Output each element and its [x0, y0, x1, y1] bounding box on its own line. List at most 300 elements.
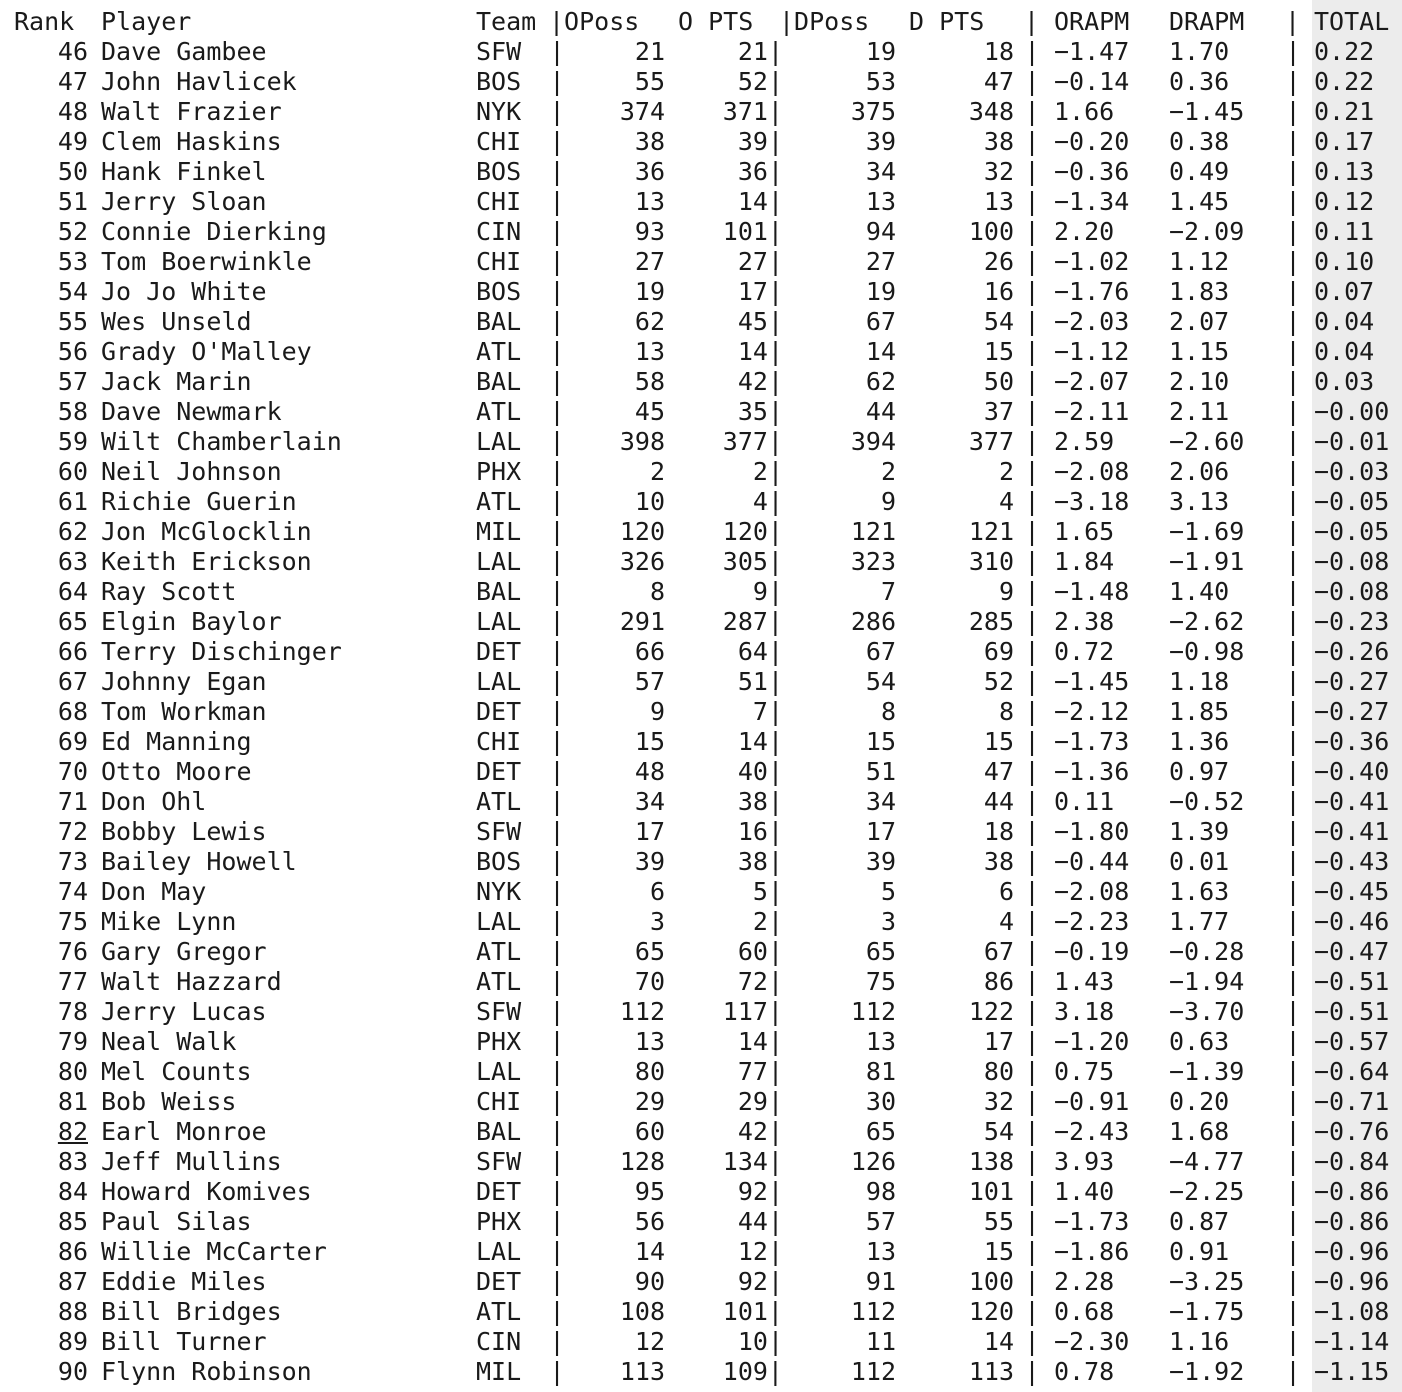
total-cell: −0.64: [1314, 1057, 1390, 1086]
opts-cell: 14|: [737, 727, 783, 756]
team-cell: BOS: [476, 847, 522, 876]
column-separator: |: [1285, 847, 1301, 876]
table-row: [0, 727, 1402, 757]
player-name-cell: Walt Frazier: [101, 97, 282, 126]
oposs-cell: 80: [634, 1057, 665, 1086]
team-cell: LAL: [476, 607, 522, 636]
column-separator: |: [549, 637, 565, 666]
column-separator: |: [1024, 1027, 1040, 1056]
orapm-cell: 0.11: [1054, 787, 1115, 816]
table-row: [0, 1087, 1402, 1117]
column-separator: |: [1024, 787, 1040, 816]
rank-cell: 66: [57, 637, 88, 666]
dposs-cell: 11: [865, 1327, 896, 1356]
player-name-cell: Jeff Mullins: [101, 1147, 282, 1176]
oposs-cell: 45: [634, 397, 665, 426]
dposs-cell: 34: [865, 157, 896, 186]
column-separator: |: [549, 67, 565, 96]
drapm-cell: −1.69: [1169, 517, 1245, 546]
team-cell: CHI: [476, 247, 522, 276]
team-cell: BAL: [476, 367, 522, 396]
drapm-cell: 1.70: [1169, 37, 1230, 66]
oposs-cell: 3: [649, 907, 665, 936]
drapm-cell: 2.10: [1169, 367, 1230, 396]
player-name-cell: Tom Boerwinkle: [101, 247, 312, 276]
opts-cell: 36|: [737, 157, 783, 186]
column-separator: |: [1285, 427, 1301, 456]
dpts-cell: 121: [968, 517, 1014, 546]
team-cell: LAL: [476, 1237, 522, 1266]
header-total: TOTAL: [1314, 7, 1390, 36]
orapm-cell: −1.73: [1054, 727, 1130, 756]
header-oposs: |OPoss: [549, 7, 640, 36]
rank-cell: 52: [57, 217, 88, 246]
column-separator: |: [1285, 997, 1301, 1026]
column-separator: |: [1285, 1357, 1301, 1386]
column-separator: |: [1024, 187, 1040, 216]
total-cell: −0.00: [1314, 397, 1390, 426]
opts-cell: 134|: [722, 1147, 783, 1176]
orapm-cell: −2.11: [1054, 397, 1130, 426]
dposs-cell: 14: [865, 337, 896, 366]
dpts-cell: 32: [983, 1087, 1014, 1116]
column-separator: |: [1024, 1207, 1040, 1236]
oposs-cell: 57: [634, 667, 665, 696]
dposs-cell: 94: [865, 217, 896, 246]
dpts-cell: 13: [983, 187, 1014, 216]
column-separator: |: [1024, 1177, 1040, 1206]
dpts-cell: 9: [998, 577, 1014, 606]
total-cell: −0.86: [1314, 1207, 1390, 1236]
dpts-cell: 67: [983, 937, 1014, 966]
orapm-cell: −1.45: [1054, 667, 1130, 696]
total-cell: 0.13: [1314, 157, 1375, 186]
orapm-cell: 1.40: [1054, 1177, 1115, 1206]
dposs-cell: 98: [865, 1177, 896, 1206]
drapm-cell: 1.85: [1169, 697, 1230, 726]
dpts-cell: 310: [968, 547, 1014, 576]
column-separator: |: [1024, 337, 1040, 366]
table-row: [0, 967, 1402, 997]
team-cell: NYK: [476, 97, 522, 126]
column-separator: |: [1285, 307, 1301, 336]
column-separator: |: [1024, 1057, 1040, 1086]
column-separator: |: [549, 667, 565, 696]
drapm-cell: −0.52: [1169, 787, 1245, 816]
drapm-cell: −0.98: [1169, 637, 1245, 666]
column-separator: |: [1024, 277, 1040, 306]
column-separator: |: [549, 847, 565, 876]
rank-cell: 53: [57, 247, 88, 276]
header-dposs: |DPoss: [779, 7, 870, 36]
header-dpts: D PTS: [909, 7, 985, 36]
orapm-cell: −0.19: [1054, 937, 1130, 966]
table-row: [0, 487, 1402, 517]
dposs-cell: 65: [865, 937, 896, 966]
opts-cell: 117|: [722, 997, 783, 1026]
player-name-cell: Bill Bridges: [101, 1297, 282, 1326]
drapm-cell: 2.11: [1169, 397, 1230, 426]
drapm-cell: 0.87: [1169, 1207, 1230, 1236]
oposs-cell: 6: [649, 877, 665, 906]
table-row: [0, 997, 1402, 1027]
table-row: [0, 1357, 1402, 1387]
rank-cell: 78: [57, 997, 88, 1026]
column-separator: |: [1024, 1327, 1040, 1356]
opts-cell: 38|: [737, 787, 783, 816]
dpts-cell: 18: [983, 37, 1014, 66]
column-separator: |: [1024, 967, 1040, 996]
dpts-cell: 15: [983, 1237, 1014, 1266]
dposs-cell: 323: [850, 547, 896, 576]
dposs-cell: 65: [865, 1117, 896, 1146]
drapm-cell: 3.13: [1169, 487, 1230, 516]
rank-cell: 77: [57, 967, 88, 996]
opts-cell: 2|: [752, 907, 783, 936]
dposs-cell: 91: [865, 1267, 896, 1296]
table-row: [0, 547, 1402, 577]
oposs-cell: 2: [649, 457, 665, 486]
table-row: [0, 817, 1402, 847]
column-separator: |: [1285, 817, 1301, 846]
column-separator: |: [1285, 127, 1301, 156]
dpts-cell: 15: [983, 727, 1014, 756]
table-row: [0, 367, 1402, 397]
opts-cell: 92|: [737, 1267, 783, 1296]
dposs-cell: 8: [880, 697, 896, 726]
dpts-cell: 38: [983, 127, 1014, 156]
dpts-cell: 50: [983, 367, 1014, 396]
column-separator: |: [1285, 547, 1301, 576]
table-row: [0, 697, 1402, 727]
column-separator: |: [1285, 397, 1301, 426]
dpts-cell: 17: [983, 1027, 1014, 1056]
team-cell: ATL: [476, 487, 522, 516]
dposs-cell: 126: [850, 1147, 896, 1176]
table-row: [0, 787, 1402, 817]
table-row: [0, 607, 1402, 637]
opts-cell: 16|: [737, 817, 783, 846]
rank-cell: 87: [57, 1267, 88, 1296]
header-drapm: DRAPM: [1169, 7, 1245, 36]
column-separator: |: [1285, 157, 1301, 186]
player-name-cell: Keith Erickson: [101, 547, 312, 576]
drapm-cell: −1.45: [1169, 97, 1245, 126]
team-cell: ATL: [476, 787, 522, 816]
rank-cell: 57: [57, 367, 88, 396]
rank-cell: 59: [57, 427, 88, 456]
column-separator: |: [549, 217, 565, 246]
header-orapm: ORAPM: [1054, 7, 1130, 36]
column-separator: |: [1024, 217, 1040, 246]
column-separator: |: [1285, 1327, 1301, 1356]
column-separator: |: [1024, 1297, 1040, 1326]
column-separator: |: [1285, 97, 1301, 126]
total-cell: −0.01: [1314, 427, 1390, 456]
drapm-cell: 1.40: [1169, 577, 1230, 606]
orapm-cell: 0.78: [1054, 1357, 1115, 1386]
oposs-cell: 12: [634, 1327, 665, 1356]
column-separator: |: [1024, 1147, 1040, 1176]
opts-cell: 101|: [722, 217, 783, 246]
team-cell: CHI: [476, 127, 522, 156]
drapm-cell: −1.92: [1169, 1357, 1245, 1386]
column-separator: |: [1024, 607, 1040, 636]
column-separator: |: [1285, 757, 1301, 786]
dpts-cell: 138: [968, 1147, 1014, 1176]
table-row: [0, 1297, 1402, 1327]
column-separator: |: [1024, 97, 1040, 126]
header-opts: O PTS: [678, 7, 754, 36]
player-name-cell: Bailey Howell: [101, 847, 297, 876]
rank-cell: 63: [57, 547, 88, 576]
orapm-cell: 0.72: [1054, 637, 1115, 666]
column-separator: |: [1285, 787, 1301, 816]
total-cell: 0.03: [1314, 367, 1375, 396]
dposs-cell: 75: [865, 967, 896, 996]
team-cell: DET: [476, 1177, 522, 1206]
column-separator: |: [1285, 487, 1301, 516]
total-cell: −0.08: [1314, 547, 1390, 576]
dposs-cell: 67: [865, 307, 896, 336]
team-cell: MIL: [476, 517, 522, 546]
total-cell: 0.11: [1314, 217, 1375, 246]
column-separator: |: [1024, 847, 1040, 876]
opts-cell: 29|: [737, 1087, 783, 1116]
header-separator: |: [1024, 7, 1040, 36]
player-name-cell: Don Ohl: [101, 787, 207, 816]
dpts-cell: 4: [998, 907, 1014, 936]
drapm-cell: −1.39: [1169, 1057, 1245, 1086]
orapm-cell: −2.23: [1054, 907, 1130, 936]
column-separator: |: [1285, 1177, 1301, 1206]
dpts-cell: 55: [983, 1207, 1014, 1236]
drapm-cell: −3.25: [1169, 1267, 1245, 1296]
dposs-cell: 53: [865, 67, 896, 96]
drapm-cell: −2.25: [1169, 1177, 1245, 1206]
orapm-cell: −2.30: [1054, 1327, 1130, 1356]
column-separator: |: [549, 727, 565, 756]
dpts-cell: 14: [983, 1327, 1014, 1356]
drapm-cell: 1.16: [1169, 1327, 1230, 1356]
team-cell: BOS: [476, 67, 522, 96]
drapm-cell: 0.63: [1169, 1027, 1230, 1056]
orapm-cell: −0.20: [1054, 127, 1130, 156]
rank-cell: 88: [57, 1297, 88, 1326]
column-separator: |: [1024, 997, 1040, 1026]
column-separator: |: [1024, 397, 1040, 426]
column-separator: |: [1285, 907, 1301, 936]
oposs-cell: 14: [634, 1237, 665, 1266]
total-cell: −0.45: [1314, 877, 1390, 906]
column-separator: |: [549, 817, 565, 846]
dposs-cell: 13: [865, 1237, 896, 1266]
opts-cell: 7|: [752, 697, 783, 726]
column-separator: |: [1285, 1087, 1301, 1116]
opts-cell: 42|: [737, 367, 783, 396]
player-name-cell: Johnny Egan: [101, 667, 267, 696]
opts-cell: 9|: [752, 577, 783, 606]
column-separator: |: [1285, 727, 1301, 756]
total-cell: −0.40: [1314, 757, 1390, 786]
header-player: Player: [101, 7, 192, 36]
drapm-cell: 1.83: [1169, 277, 1230, 306]
dpts-cell: 100: [968, 1267, 1014, 1296]
column-separator: |: [1024, 547, 1040, 576]
rank-cell: 60: [57, 457, 88, 486]
player-name-cell: Elgin Baylor: [101, 607, 282, 636]
oposs-cell: 9: [649, 697, 665, 726]
orapm-cell: 0.68: [1054, 1297, 1115, 1326]
total-cell: −0.43: [1314, 847, 1390, 876]
player-name-cell: Otto Moore: [101, 757, 252, 786]
dpts-cell: 69: [983, 637, 1014, 666]
player-name-cell: Don May: [101, 877, 207, 906]
rank-cell: 73: [57, 847, 88, 876]
oposs-cell: 17: [634, 817, 665, 846]
total-cell: −0.27: [1314, 667, 1390, 696]
team-cell: DET: [476, 697, 522, 726]
opts-cell: 305|: [722, 547, 783, 576]
rank-cell: 62: [57, 517, 88, 546]
team-cell: PHX: [476, 1207, 522, 1236]
dposs-cell: 3: [880, 907, 896, 936]
player-name-cell: John Havlicek: [101, 67, 297, 96]
column-separator: |: [1285, 1147, 1301, 1176]
orapm-cell: 1.66: [1054, 97, 1115, 126]
player-name-cell: Bill Turner: [101, 1327, 267, 1356]
dposs-cell: 19: [865, 37, 896, 66]
oposs-cell: 19: [634, 277, 665, 306]
team-cell: CHI: [476, 187, 522, 216]
column-separator: |: [549, 937, 565, 966]
orapm-cell: −1.34: [1054, 187, 1130, 216]
orapm-cell: 2.59: [1054, 427, 1115, 456]
column-separator: |: [549, 1117, 565, 1146]
orapm-cell: 1.43: [1054, 967, 1115, 996]
rank-cell: 67: [57, 667, 88, 696]
opts-cell: 2|: [752, 457, 783, 486]
team-cell: SFW: [476, 1147, 522, 1176]
column-separator: |: [549, 1087, 565, 1116]
opts-cell: 377|: [722, 427, 783, 456]
player-name-cell: Flynn Robinson: [101, 1357, 312, 1386]
total-cell: −0.08: [1314, 577, 1390, 606]
column-separator: |: [549, 97, 565, 126]
orapm-cell: −1.80: [1054, 817, 1130, 846]
orapm-cell: −2.03: [1054, 307, 1130, 336]
orapm-cell: 2.20: [1054, 217, 1115, 246]
column-separator: |: [1285, 577, 1301, 606]
dpts-cell: 80: [983, 1057, 1014, 1086]
team-cell: DET: [476, 757, 522, 786]
rank-cell: 81: [57, 1087, 88, 1116]
dposs-cell: 121: [850, 517, 896, 546]
orapm-cell: −1.73: [1054, 1207, 1130, 1236]
oposs-cell: 113: [619, 1357, 665, 1386]
rank-cell: 56: [57, 337, 88, 366]
opts-cell: 5|: [752, 877, 783, 906]
player-name-cell: Dave Gambee: [101, 37, 267, 66]
team-cell: CHI: [476, 727, 522, 756]
column-separator: |: [1285, 967, 1301, 996]
table-row: [0, 247, 1402, 277]
column-separator: |: [1285, 1057, 1301, 1086]
total-cell: −0.05: [1314, 487, 1390, 516]
team-cell: CIN: [476, 217, 522, 246]
opts-cell: 371|: [722, 97, 783, 126]
dposs-cell: 44: [865, 397, 896, 426]
table-row: [0, 577, 1402, 607]
dpts-cell: 47: [983, 67, 1014, 96]
oposs-cell: 398: [619, 427, 665, 456]
oposs-cell: 10: [634, 487, 665, 516]
dposs-cell: 286: [850, 607, 896, 636]
oposs-cell: 108: [619, 1297, 665, 1326]
player-name-cell: Willie McCarter: [101, 1237, 327, 1266]
dpts-cell: 15: [983, 337, 1014, 366]
total-cell: −1.15: [1314, 1357, 1390, 1386]
rank-cell: 61: [57, 487, 88, 516]
orapm-cell: 3.18: [1054, 997, 1115, 1026]
rank-cell: 72: [57, 817, 88, 846]
rank-cell: 47: [57, 67, 88, 96]
total-cell: −0.23: [1314, 607, 1390, 636]
oposs-cell: 21: [634, 37, 665, 66]
team-cell: NYK: [476, 877, 522, 906]
opts-cell: 51|: [737, 667, 783, 696]
dposs-cell: 112: [850, 997, 896, 1026]
column-separator: |: [1285, 217, 1301, 246]
team-cell: DET: [476, 637, 522, 666]
player-name-cell: Walt Hazzard: [101, 967, 282, 996]
column-separator: |: [1024, 817, 1040, 846]
drapm-cell: −3.70: [1169, 997, 1245, 1026]
team-cell: BAL: [476, 307, 522, 336]
column-separator: |: [1024, 367, 1040, 396]
total-cell: −0.27: [1314, 697, 1390, 726]
table-row: [0, 397, 1402, 427]
column-separator: |: [1285, 697, 1301, 726]
orapm-cell: −0.91: [1054, 1087, 1130, 1116]
drapm-cell: 1.63: [1169, 877, 1230, 906]
column-separator: |: [1024, 877, 1040, 906]
drapm-cell: −2.62: [1169, 607, 1245, 636]
dpts-cell: 37: [983, 397, 1014, 426]
opts-cell: 39|: [737, 127, 783, 156]
column-separator: |: [1285, 1027, 1301, 1056]
column-separator: |: [1024, 727, 1040, 756]
team-cell: BOS: [476, 157, 522, 186]
oposs-cell: 56: [634, 1207, 665, 1236]
player-name-cell: Paul Silas: [101, 1207, 252, 1236]
table-row: [0, 877, 1402, 907]
oposs-cell: 112: [619, 997, 665, 1026]
drapm-cell: 1.36: [1169, 727, 1230, 756]
team-cell: LAL: [476, 907, 522, 936]
oposs-cell: 13: [634, 1027, 665, 1056]
header-team: Team: [476, 7, 537, 36]
rank-cell: 90: [57, 1357, 88, 1386]
dposs-cell: 5: [880, 877, 896, 906]
orapm-cell: 3.93: [1054, 1147, 1115, 1176]
oposs-cell: 39: [634, 847, 665, 876]
drapm-cell: 1.45: [1169, 187, 1230, 216]
oposs-cell: 36: [634, 157, 665, 186]
total-cell: −0.26: [1314, 637, 1390, 666]
rank-cell: 54: [57, 277, 88, 306]
opts-cell: 45|: [737, 307, 783, 336]
